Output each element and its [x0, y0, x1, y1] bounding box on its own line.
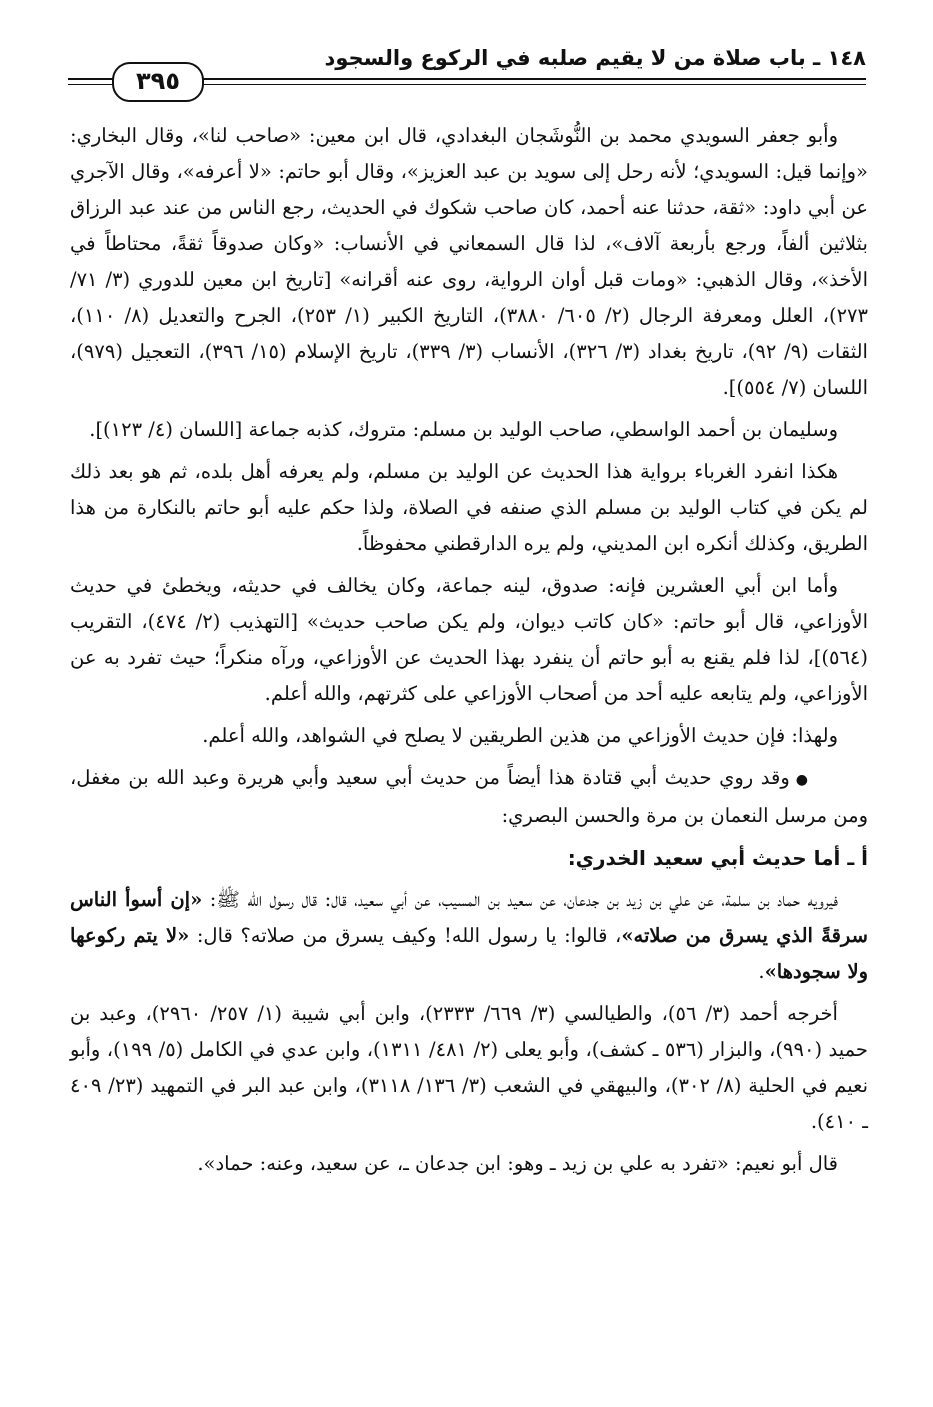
header-rule-left — [68, 78, 116, 80]
header-rule-right-thin — [196, 84, 866, 85]
paragraph: وأما ابن أبي العشرين فإنه: صدوق، لينه جماعة، وكان يخالف في حديثه، ويخطئ في حديث الأوزاعي، قال أبو حاتم: «كان كاتب ديوان، ولم يكن صاحب حديث» [التهذيب (٢/ ٤٧٤)، التقريب (٥٦٤)]، لذا فلم يقنع به أبو حاتم أن ينفرد بهذا الحديث عن الأوزاعي، ورآه منكراً؛ حيث تفرد به عن الأوزاعي، ولم يتابعه عليه أحد من أصحاب الأوزاعي على كثرتهم، والله أعلم. — [70, 574, 869, 705]
hadith-end: . — [758, 960, 765, 983]
page-number: ٣٩٥ — [112, 62, 204, 102]
paragraph: قال أبو نعيم: «تفرد به علي بن زيد ـ وهو: ابن جدعان ـ، عن سعيد، وعنه: حماد». — [197, 1152, 838, 1175]
paragraph: أخرجه أحمد (٣/ ٥٦)، والطيالسي (٣/ ٦٦٩/ ٢٣٣٣)، وابن أبي شيبة (١/ ٢٥٧/ ٢٩٦٠)، وعبد بن حميد (٩٩٠)، والبزار (٥٣٦ ـ كشف)، وأبو يعلى (٢/ ٤٨١/ ١٣١١)، وابن عدي في الكامل (٥/ ١٩٩)، وأبو نعيم في الحلية (٨/ ٣٠٢)، والبيهقي في الشعب (٣/ ١٣٦/ ٣١١٨)، وابن عبد البر في التمهيد (٢٣/ ٤٠٩ ـ ٤١٠). — [70, 1002, 868, 1133]
header-rule-right — [196, 78, 866, 80]
paragraph-text: وقد روي حديث أبي قتادة هذا أيضاً من حديث أبي سعيد وأبي هريرة وعبد الله بن مغفل، ومن مرسل النعمان بن مرة والحسن البصري: — [70, 766, 868, 827]
bullet-icon: ● — [795, 772, 808, 788]
hadith-text: «إن أسوأ الناس سرقةً الذي يسرق من صلاته» — [70, 888, 868, 947]
paragraph: وأبو جعفر السويدي محمد بن النُّوشَجان البغدادي، قال ابن معين: «صاحب لنا»، وقال البخاري: «وإنما قيل: السويدي؛ لأنه رحل إلى سويد بن عبد العزيز»، وقال أبو حاتم: «لا أعرفه»، وقال الآجري عن أبي داود: «ثقة، حدثنا عنه أحمد، كان صاحب شكوك في الحديث، رجع الناس من عند عبد الرزاق بثلاثين ألفاً، ورجع بأربعة آلاف»، لذا قال السمعاني في الأنساب: «وكان صدوقاً ثقةً، محتاطاً في الأخذ»، وقال الذهبي: «ومات قبل أوان الرواية، روى عنه أقرانه» [تاريخ ابن معين للدوري (٣/ ٧١/ ٢٧٣)، العلل ومعرفة الرجال (٢/ ٦٠٥/ ٣٨٨٠)، التاريخ الكبير (١/ ٢٥٣)، الجرح والتعديل (٨/ ١١٠)، الثقات (٩/ ٩٢)، تاريخ بغداد (٣/ ٣٢٦)، الأنساب (٣/ ٣٣٩)، تاريخ الإسلام (١٥/ ٣٩٦)، التعجيل (٩٧٩)، اللسان (٧/ ٥٥٤)]. — [70, 124, 868, 399]
paragraph — [70, 882, 868, 990]
paragraph: وسليمان بن أحمد الواسطي، صاحب الوليد بن مسلم: متروك، كذبه جماعة [اللسان (٤/ ١٢٣)]. — [89, 418, 838, 441]
page-body — [70, 118, 868, 1188]
paragraph: هكذا انفرد الغرباء برواية هذا الحديث عن الوليد بن مسلم، ولم يعرفه أهل بلده، ثم هو بعد ذلك لم يكن في كتاب الوليد بن مسلم الذي صنفه في الصلاة، ولذا حكم عليه أبو حاتم بالنكارة من هذا الطريق، وكذلك أنكره ابن المديني، ولم يره الدارقطني محفوظاً. — [70, 460, 868, 555]
header-rule-left-thin — [68, 84, 116, 85]
hadith-chain-cont: ، قالوا: يا رسول الله! وكيف يسرق من صلاته؟ قال: — [189, 924, 622, 947]
paragraph: ولهذا: فإن حديث الأوزاعي من هذين الطريقين لا يصلح في الشواهد، والله أعلم. — [202, 724, 838, 747]
hadith-text-answer: «لا يتم ركوعها ولا سجودها» — [70, 924, 868, 983]
hadith-chain: فيرويه حماد بن سلمة، عن علي بن زيد بن جدعان، عن سعيد بن المسيب، عن أبي سعيد، قال: قال رسول الله ﷺ: — [202, 888, 838, 911]
paragraph — [70, 760, 868, 834]
running-title: ١٤٨ ـ باب صلاة من لا يقيم صلبه في الركوع والسجود — [324, 46, 866, 70]
section-subheading: أ ـ أما حديث أبي سعيد الخدري: — [567, 846, 868, 870]
